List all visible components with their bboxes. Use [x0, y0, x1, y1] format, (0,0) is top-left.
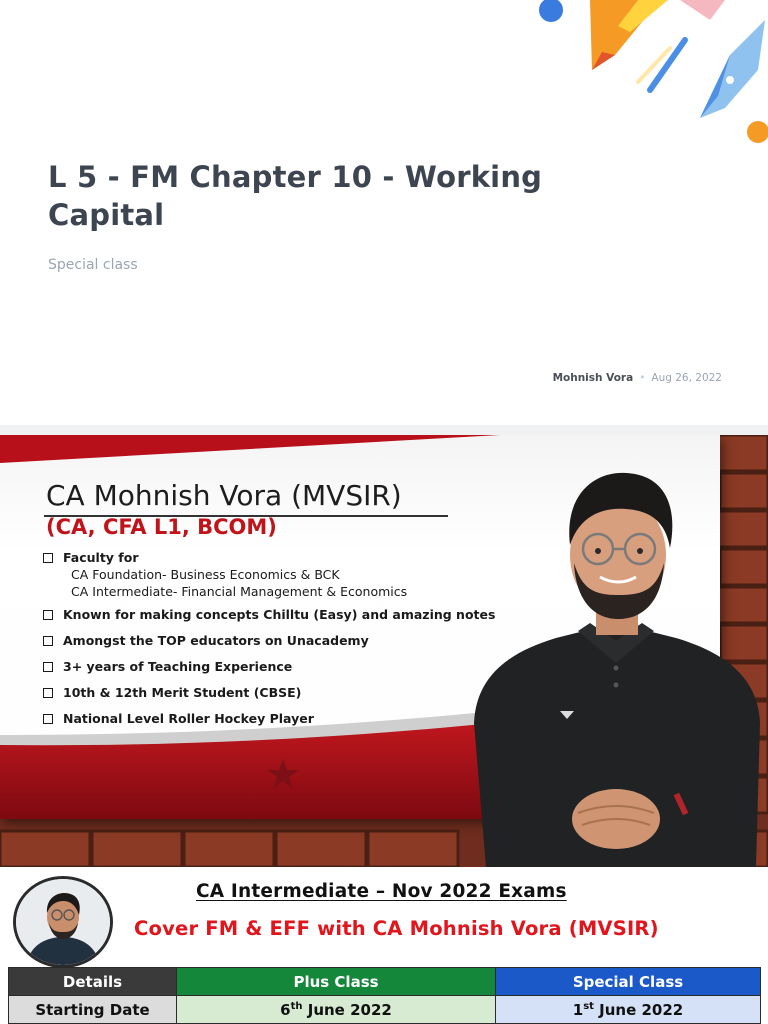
lesson-title: L 5 - FM Chapter 10 - Working Capital	[48, 160, 543, 232]
lesson-subtitle: Special class	[48, 257, 138, 273]
class-schedule-table	[8, 967, 761, 1024]
achievements-list	[42, 549, 512, 736]
promo-banner	[0, 435, 768, 867]
instructor-photo	[466, 463, 766, 867]
list-subitem: CA Intermediate- Financial Management & Economics	[71, 584, 408, 599]
instructor-credentials: (CA, CFA L1, BCOM)	[46, 515, 277, 539]
checkbox-bullet-icon	[43, 662, 53, 672]
byline	[553, 372, 722, 384]
header-details: Details	[9, 968, 177, 996]
list-subitem: CA Foundation- Business Economics & BCK	[71, 567, 340, 582]
list-item: 10th & 12th Merit Student (CBSE)	[42, 684, 512, 701]
exam-heading: CA Intermediate – Nov 2022 Exams	[196, 881, 567, 902]
checkbox-bullet-icon	[43, 610, 53, 620]
star-icon	[266, 758, 300, 790]
checkbox-bullet-icon	[43, 636, 53, 646]
special-class-start-date: 1st June 2022	[496, 996, 761, 1024]
avatar-portrait-icon	[16, 879, 110, 965]
exam-promo-strip	[0, 867, 768, 1024]
list-item: Amongst the TOP educators on Unacademy	[42, 632, 512, 649]
header-plus-class: Plus Class	[177, 968, 496, 996]
list-item: Faculty for CA Foundation- Business Economics & BCK CA Intermediate- Financial Management & Economics	[42, 549, 512, 600]
checkbox-bullet-icon	[43, 714, 53, 724]
publish-date: Aug 26, 2022	[651, 372, 722, 384]
course-tagline: Cover FM & EFF with CA Mohnish Vora (MVSIR)	[134, 917, 659, 940]
list-item: Known for making concepts Chilltu (Easy) and amazing notes	[42, 606, 512, 623]
byline-separator: •	[639, 372, 646, 384]
checkbox-bullet-icon	[43, 553, 53, 563]
instructor-avatar	[13, 876, 113, 968]
header-special-class: Special Class	[496, 968, 761, 996]
table-row	[9, 996, 761, 1024]
stationery-illustration	[520, 0, 768, 150]
author-name[interactable]: Mohnish Vora	[552, 372, 634, 384]
table-header-row	[9, 968, 761, 996]
checkbox-bullet-icon	[43, 688, 53, 698]
list-item: 3+ years of Teaching Experience	[42, 658, 512, 675]
instructor-name: CA Mohnish Vora (MVSIR)	[46, 479, 402, 512]
list-item: National Level Roller Hockey Player	[42, 710, 512, 727]
section-divider	[0, 425, 768, 435]
plus-class-start-date: 6th June 2022	[177, 996, 496, 1024]
title-card	[0, 0, 768, 425]
row-label-starting-date: Starting Date	[9, 996, 177, 1024]
